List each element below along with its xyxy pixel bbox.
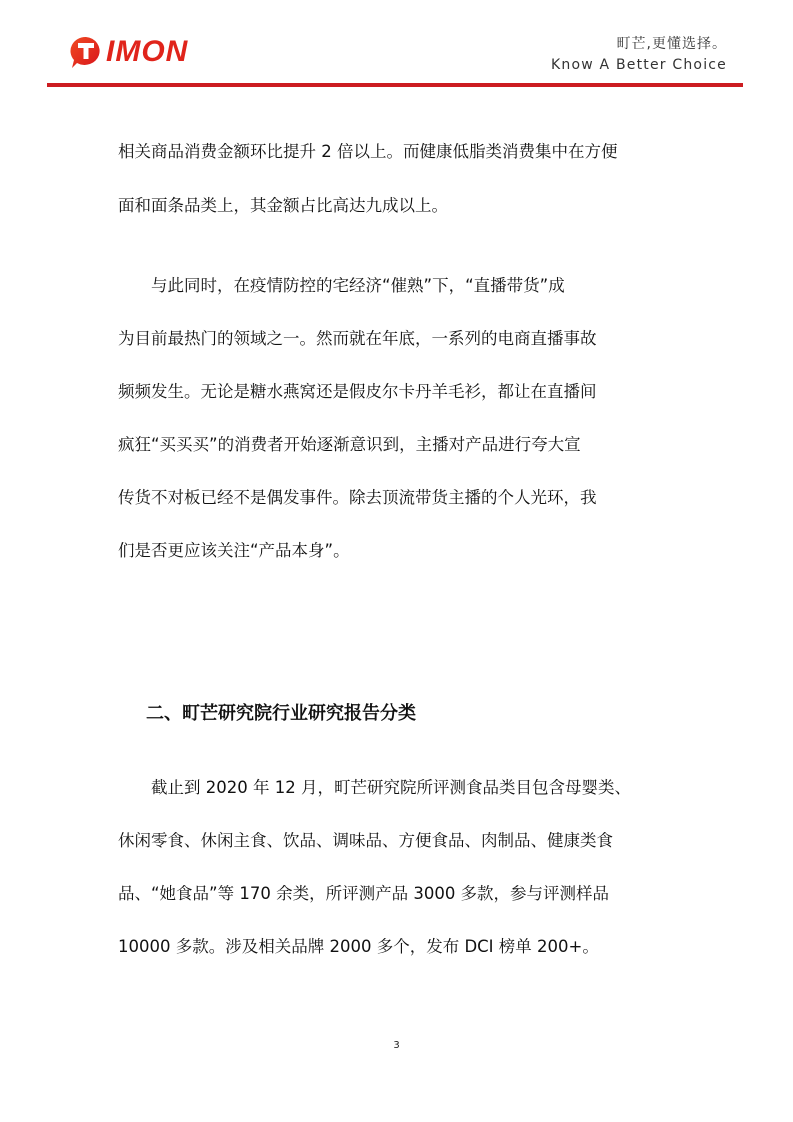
paragraph-3 xyxy=(118,770,678,965)
text-line: 与此同时，在疫情防控的宅经济“催熟”下，“直播带货”成 xyxy=(151,276,565,295)
section-heading: 二、町芒研究院行业研究报告分类 xyxy=(146,703,416,724)
text-line: 为目前最热门的领域之一。然而就在年底，一系列的电商直播事故 xyxy=(118,329,597,348)
slogan-english: Know A Better Choice xyxy=(551,57,727,73)
page-number: 3 xyxy=(393,1040,400,1051)
slogan-chinese: 町芒,更懂选择。 xyxy=(616,36,727,52)
text-line: 面和面条品类上，其金额占比高达九成以上。 xyxy=(118,196,448,215)
text-line: 疯狂“买买买”的消费者开始逐渐意识到，主播对产品进行夸大宣 xyxy=(118,435,581,454)
timon-logo xyxy=(68,34,188,70)
logo-wordmark: IMON xyxy=(106,35,189,68)
text-line: 品、“她食品”等 170 余类，所评测产品 3000 多款，参与评测样品 xyxy=(118,884,610,903)
text-line: 休闲零食、休闲主食、饮品、调味品、方便食品、肉制品、健康类食 xyxy=(118,831,613,850)
paragraph-2 xyxy=(118,268,678,569)
text-line: 相关商品消费金额环比提升 2 倍以上。而健康低脂类消费集中在方便 xyxy=(118,142,618,161)
text-line: 传货不对板已经不是偶发事件。除去顶流带货主播的个人光环，我 xyxy=(118,488,597,507)
text-line: 截止到 2020 年 12 月，町芒研究院所评测食品类目包含母婴类、 xyxy=(151,778,631,797)
text-line: 频频发生。无论是糖水燕窝还是假皮尔卡丹羊毛衫，都让在直播间 xyxy=(118,382,597,401)
paragraph-1 xyxy=(118,134,678,224)
header-slogan xyxy=(551,34,727,76)
header-divider xyxy=(47,83,743,87)
text-line: 10000 多款。涉及相关品牌 2000 多个，发布 DCI 榜单 200+。 xyxy=(118,937,599,956)
page-header xyxy=(0,0,793,90)
logo-speech-bubble-icon xyxy=(68,34,104,70)
text-line: 们是否更应该关注“产品本身”。 xyxy=(118,541,350,560)
